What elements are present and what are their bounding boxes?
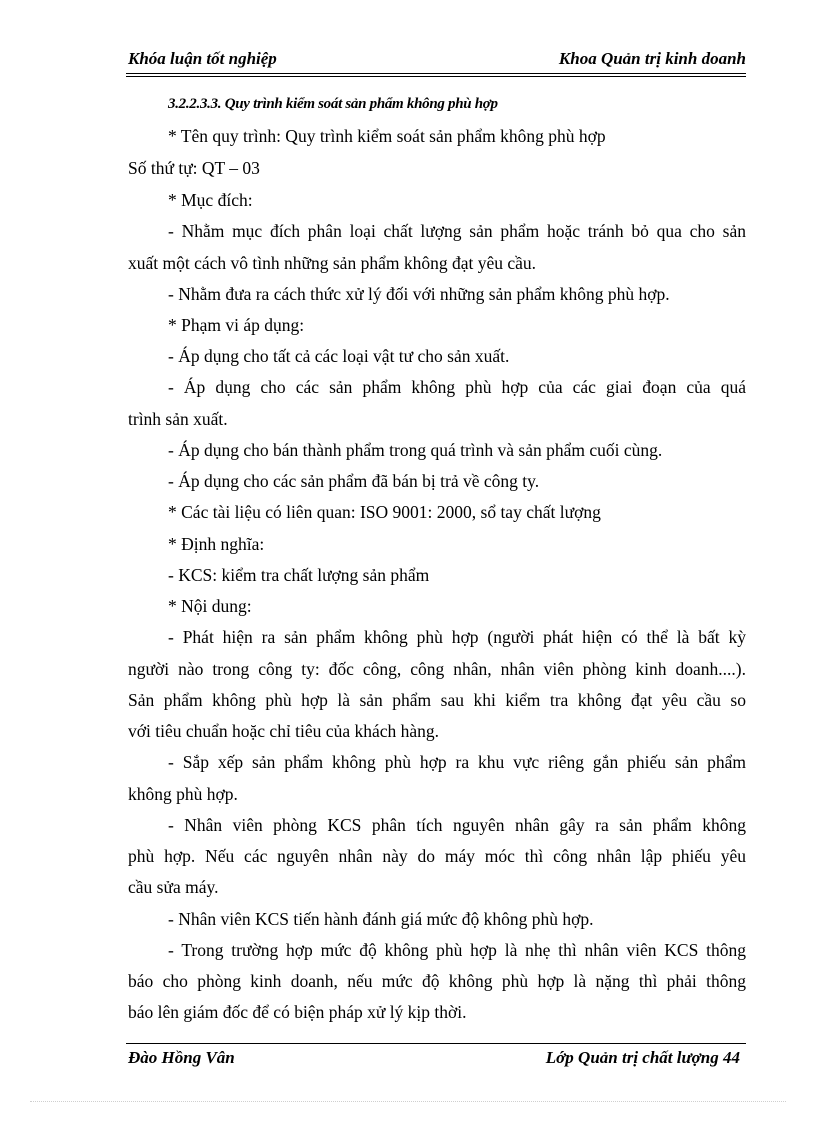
body-line: với tiêu chuẩn hoặc chỉ tiêu của khách hàng. [128,721,440,741]
body-line: - Nhân viên phòng KCS phân tích nguyên nhân gây ra sản phẩm không [168,815,746,835]
body-line: - Sắp xếp sản phẩm không phù hợp ra khu vực riêng gắn phiếu sản phẩm [168,752,746,772]
body-line: - Áp dụng cho các sản phẩm không phù hợp của các giai đoạn của quá [168,377,746,397]
body-line: trình sản xuất. [128,409,228,429]
header-rule-thin [126,76,746,77]
body-line: người nào trong công ty: đốc công, công nhân, nhân viên phòng kinh doanh....). [128,659,746,679]
body-line: - Trong trường hợp mức độ không phù hợp là nhẹ thì nhân viên KCS thông [168,940,746,960]
body-line: không phù hợp. [128,784,238,804]
footer-left: Đào Hồng Vân [128,1048,235,1067]
body-line: - Áp dụng cho tất cả các loại vật tư cho sản xuất. [168,346,510,366]
body-line: * Định nghĩa: [168,534,265,554]
body-line: - Phát hiện ra sản phẩm không phù hợp (người phát hiện có thể là bất kỳ [168,627,746,647]
body-line: - Nhằm mục đích phân loại chất lượng sản phẩm hoặc tránh bỏ qua cho sản [168,221,746,241]
body-line: cầu sửa máy. [128,877,219,897]
footer-rule [126,1043,746,1044]
body-line: báo lên giám đốc để có biện pháp xử lý kịp thời. [128,1002,467,1022]
body-line: * Nội dung: [168,596,252,616]
body-line: Số thứ tự: QT – 03 [128,158,260,178]
body-line: - Nhằm đưa ra cách thức xử lý đối với những sản phẩm không phù hợp. [168,284,670,304]
body-line: phù hợp. Nếu các nguyên nhân này do máy móc thì công nhân lập phiếu yêu [128,846,746,866]
footer-right: Lớp Quản trị chất lượng 44 [545,1048,740,1067]
section-heading: 3.2.2.3.3. Quy trình kiểm soát sản phẩm không phù hợp [168,96,498,112]
body-line: - Nhân viên KCS tiến hành đánh giá mức độ không phù hợp. [168,909,594,929]
body-line: - Áp dụng cho bán thành phẩm trong quá trình và sản phẩm cuối cùng. [168,440,663,460]
header-right: Khoa Quản trị kinh doanh [558,49,746,68]
page-header [128,49,746,73]
header-rule [126,73,746,74]
body-line: - KCS: kiểm tra chất lượng sản phẩm [168,565,430,585]
body-line: * Tên quy trình: Quy trình kiểm soát sản phẩm không phù hợp [168,126,606,146]
body-line: * Các tài liệu có liên quan: ISO 9001: 2000, sổ tay chất lượng [168,502,601,522]
page-bottom-divider [30,1101,786,1102]
body-line: xuất một cách vô tình những sản phẩm không đạt yêu cầu. [128,253,537,273]
body-line: - Áp dụng cho các sản phẩm đã bán bị trả về công ty. [168,471,540,491]
body-line: báo cho phòng kinh doanh, nếu mức độ không phù hợp là nặng thì phải thông [128,971,746,991]
body-line: * Phạm vi áp dụng: [168,315,305,335]
page-footer [128,1048,740,1072]
body-line: * Mục đích: [168,190,253,210]
header-left: Khóa luận tốt nghiệp [128,49,277,68]
body-line: Sản phẩm không phù hợp là sản phẩm sau khi kiểm tra không đạt yêu cầu so [128,690,746,710]
